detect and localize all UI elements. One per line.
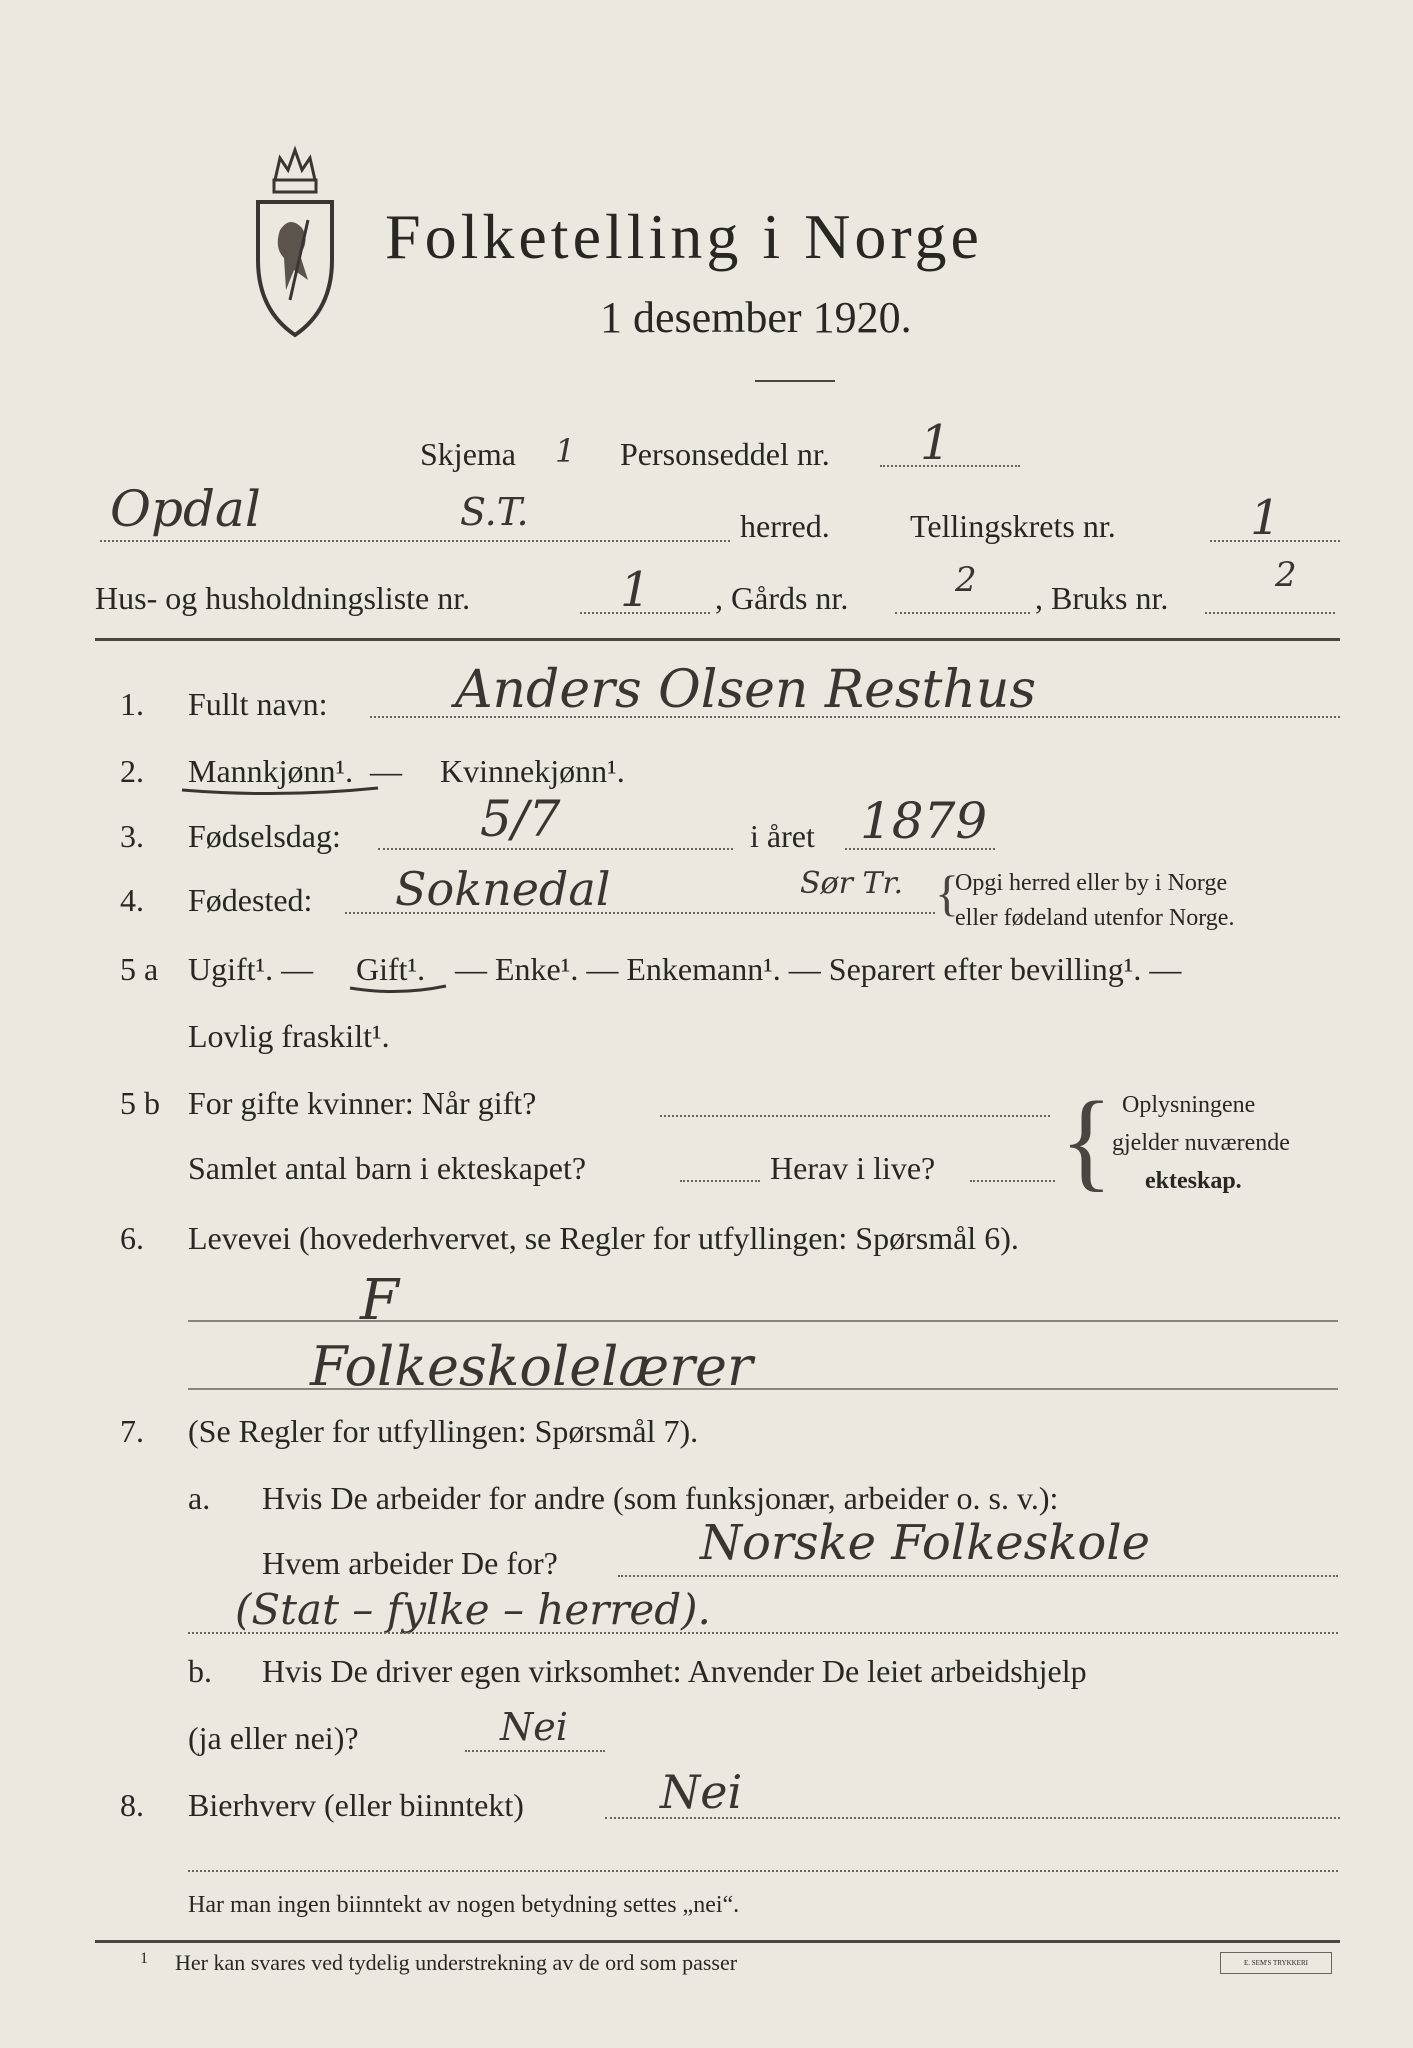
q3-value: 5/7 <box>480 790 561 848</box>
form-title: Folketelling i Norge <box>385 201 983 272</box>
q3-line <box>378 848 733 850</box>
q7b-answer-label: (ja eller nei)? <box>188 1720 359 1756</box>
q3-number: 3. <box>120 818 144 854</box>
q2-male-underline <box>180 784 380 798</box>
printer-stamp <box>1220 1952 1332 1974</box>
q6-value-1: F <box>360 1268 399 1333</box>
q7b-answer-line <box>465 1750 605 1752</box>
q5b-children-line <box>680 1180 760 1182</box>
q5a-fraskilt-option: Lovlig fraskilt¹. <box>188 1018 390 1054</box>
header-divider <box>95 638 1340 641</box>
q2-separator: — <box>370 753 402 789</box>
coat-of-arms-emblem <box>250 140 340 340</box>
q3-year-label: i året <box>750 818 815 854</box>
q5a-gift-underline <box>348 982 448 996</box>
q7a-employer-line-2 <box>188 1632 1338 1634</box>
title-divider <box>755 380 835 382</box>
bruks-value: 2 <box>1275 555 1297 595</box>
q4-number: 4. <box>120 882 144 918</box>
bruks-line <box>1205 612 1335 614</box>
q7b-question: Hvis De driver egen virksomhet: Anvender De leiet arbeidshjelp <box>262 1653 1087 1689</box>
q4-brace: { <box>935 865 959 921</box>
q5b-line <box>660 1115 1050 1117</box>
q7b-letter: b. <box>188 1653 212 1689</box>
q6-number: 6. <box>120 1220 144 1256</box>
q2-female-option: Kvinnekjønn¹. <box>440 753 625 789</box>
q7a-employer-line <box>618 1575 1338 1577</box>
q7a-employer-label: Hvem arbeider De for? <box>262 1545 558 1581</box>
hus-value: 1 <box>620 562 651 618</box>
form-date: 1 desember 1920. <box>600 293 912 342</box>
footnote-mark: 1 <box>140 1950 148 1967</box>
q7-number: 7. <box>120 1413 144 1449</box>
q1-label: Fullt navn: <box>188 686 328 722</box>
q3-year-value: 1879 <box>860 792 988 850</box>
q5b-alive-line <box>970 1180 1055 1182</box>
q6-line-1 <box>188 1320 1338 1322</box>
q5a-other-options: — Enke¹. — Enkemann¹. — Separert efter bevilling¹. — <box>455 951 1182 987</box>
q7b-answer-value: Nei <box>500 1705 568 1749</box>
q7a-question: Hvis De arbeider for andre (som funksjonær, arbeider o. s. v.): <box>262 1480 1059 1516</box>
q7a-employer-value: Norske Folkeskole <box>700 1515 1151 1571</box>
q6-value-2: Folkeskolelærer <box>310 1335 753 1398</box>
gards-value: 2 <box>955 560 977 600</box>
herred-line <box>100 540 730 542</box>
tellingskrets-label: Tellingskrets nr. <box>910 508 1116 544</box>
q7-label: (Se Regler for utfyllingen: Spørsmål 7). <box>188 1413 699 1449</box>
personseddel-value: 1 <box>920 415 951 471</box>
q7a-employer-value-2: (Stat – fylke – herred). <box>235 1585 711 1634</box>
footer-divider <box>95 1940 1340 1943</box>
q8-number: 8. <box>120 1787 144 1823</box>
q4-note-line1: Opgi herred eller by i Norge <box>955 870 1228 896</box>
q8-label: Bierhverv (eller biinntekt) <box>188 1787 524 1823</box>
q5a-gift-option: Gift¹. <box>356 951 426 987</box>
q5b-brace: { <box>1060 1079 1113 1201</box>
q8-line-2 <box>188 1870 1338 1872</box>
footnote-text: Her kan svares ved tydelig understrekning av de ord som passer <box>175 1950 738 1975</box>
q5b-label: For gifte kvinner: Når gift? <box>188 1085 537 1121</box>
q5b-alive-label: Herav i live? <box>770 1150 936 1186</box>
q4-value-2: Sør Tr. <box>800 866 904 901</box>
skjema-value: 1 <box>555 432 576 470</box>
footer-note: Har man ingen biinntekt av nogen betydning settes „nei“. <box>188 1892 740 1918</box>
herred-label: herred. <box>740 508 830 544</box>
q5b-children-label: Samlet antal barn i ekteskapet? <box>188 1150 587 1186</box>
hus-label: Hus- og husholdningsliste nr. <box>95 580 471 616</box>
q3-label: Fødselsdag: <box>188 818 341 854</box>
q2-male-option: Mannkjønn¹. <box>188 753 354 789</box>
q6-label: Levevei (hovederhvervet, se Regler for utfyllingen: Spørsmål 6). <box>188 1220 1019 1256</box>
q5b-note-line3: ekteskap. <box>1145 1168 1242 1194</box>
q2-number: 2. <box>120 753 144 789</box>
q5a-number: 5 a <box>120 951 159 987</box>
q5b-note-line1: Oplysningene <box>1122 1092 1256 1118</box>
q4-note-line2: eller fødeland utenfor Norge. <box>955 905 1235 931</box>
herred-value-2: S.T. <box>460 490 529 534</box>
q1-number: 1. <box>120 686 144 722</box>
skjema-label: Skjema <box>420 436 516 472</box>
q7a-letter: a. <box>188 1480 211 1516</box>
herred-value: Opdal <box>110 480 261 538</box>
q4-value: Soknedal <box>395 862 611 916</box>
bruks-label: , Bruks nr. <box>1035 580 1169 616</box>
tellingskrets-value: 1 <box>1250 490 1281 546</box>
q4-label: Fødested: <box>188 882 313 918</box>
printer-stamp-text: E. SEM'S TRYKKERI <box>1244 1959 1308 1967</box>
q5b-number: 5 b <box>120 1085 160 1121</box>
q1-value: Anders Olsen Resthus <box>455 660 1037 720</box>
q8-value: Nei <box>660 1765 743 1819</box>
q5a-ugift-option: Ugift¹. — <box>188 951 314 987</box>
q5b-note-line2: gjelder nuværende <box>1112 1130 1290 1156</box>
gards-label: , Gårds nr. <box>715 580 849 616</box>
q6-line-2 <box>188 1388 1338 1390</box>
personseddel-label: Personseddel nr. <box>620 436 830 472</box>
gards-line <box>895 612 1030 614</box>
